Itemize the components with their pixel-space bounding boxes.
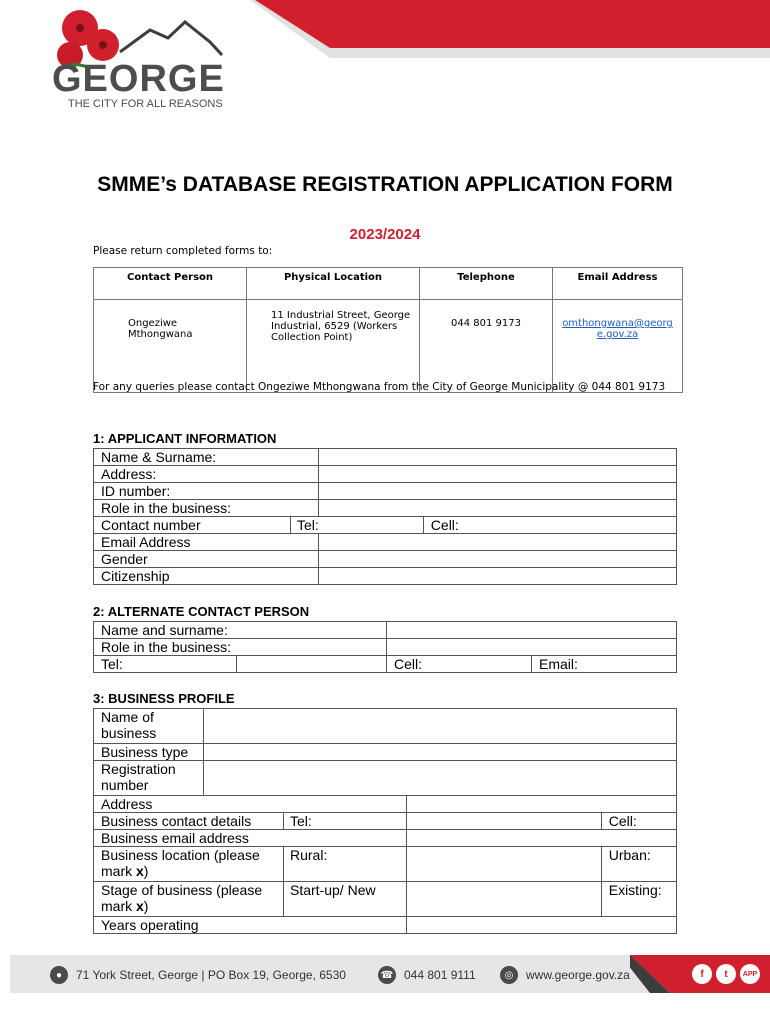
startup-label[interactable]: Start-up/ New: [290, 882, 376, 898]
contact-header-telephone: Telephone: [420, 268, 553, 300]
business-name-label: Name of business: [94, 709, 204, 744]
header-red-band: [255, 0, 770, 48]
alt-name-label: Name and surname:: [94, 622, 387, 639]
applicant-contact-label: [94, 517, 319, 534]
business-name-field[interactable]: [204, 709, 677, 744]
startup-field[interactable]: [406, 882, 601, 917]
business-stage-post: ): [143, 898, 149, 914]
business-stage-pre: Stage of business (please mark: [101, 882, 263, 914]
twitter-icon[interactable]: t: [716, 964, 736, 984]
applicant-role-label: Role in the business:: [94, 500, 319, 517]
business-tel-label[interactable]: Tel:: [290, 813, 312, 829]
footer-web: [500, 966, 630, 984]
business-location-post: ): [143, 863, 149, 879]
urban-label[interactable]: Urban:: [601, 847, 676, 882]
rural-label[interactable]: Rural:: [290, 847, 328, 863]
contact-telephone: 044 801 9173: [420, 300, 553, 393]
facebook-icon[interactable]: f: [692, 964, 712, 984]
years-operating-field[interactable]: [406, 917, 676, 934]
footer-phone-text: 044 801 9111: [404, 968, 476, 982]
registration-number-label: Registration number: [94, 761, 204, 796]
contact-table: [93, 267, 683, 393]
page-header: [0, 0, 770, 130]
globe-icon: ◎: [500, 966, 518, 984]
section3-title: 3: BUSINESS PROFILE: [93, 691, 235, 706]
applicant-contact-text: Contact number: [101, 517, 291, 533]
business-stage-text: [101, 882, 284, 916]
registration-number-field[interactable]: [204, 761, 677, 796]
applicant-address-field[interactable]: [319, 466, 677, 483]
applicant-citizenship-field[interactable]: [319, 568, 677, 585]
section1-title: 1: APPLICANT INFORMATION: [93, 431, 277, 446]
contact-header-email: Email Address: [553, 268, 683, 300]
return-note: Please return completed forms to:: [93, 245, 273, 257]
applicant-role-field[interactable]: [319, 500, 677, 517]
applicant-gender-field[interactable]: [319, 551, 677, 568]
contact-header-location: Physical Location: [247, 268, 420, 300]
footer-web-text[interactable]: www.george.gov.za: [526, 968, 630, 982]
alt-name-field[interactable]: [387, 622, 677, 639]
business-stage-label: [94, 882, 407, 917]
applicant-info-table: [93, 448, 677, 585]
rural-field[interactable]: [406, 847, 601, 882]
contact-location: 11 Industrial Street, George Industrial, 6529 (Workers Collection Point): [247, 300, 420, 393]
business-type-field[interactable]: [204, 744, 677, 761]
applicant-cell-label[interactable]: Cell:: [423, 517, 676, 534]
section2-title: 2: ALTERNATE CONTACT PERSON: [93, 604, 310, 619]
alt-cell-label[interactable]: Cell:: [387, 656, 532, 673]
applicant-email-label: Email Address: [94, 534, 319, 551]
mountain-outline-icon: [120, 22, 222, 55]
business-address-field[interactable]: [406, 796, 676, 813]
contact-table-header: [94, 268, 683, 300]
business-tel-field[interactable]: [406, 813, 601, 830]
alt-email-label[interactable]: Email:: [532, 656, 677, 673]
phone-icon: ☎: [378, 966, 396, 984]
business-email-field[interactable]: [406, 830, 676, 847]
applicant-name-label: Name & Surname:: [94, 449, 319, 466]
business-stage-x: x: [136, 898, 144, 914]
contact-header-person: Contact Person: [94, 268, 247, 300]
business-location-pre: Business location (please mark: [101, 847, 260, 879]
business-location-x: x: [136, 863, 144, 879]
applicant-address-label: Address:: [94, 466, 319, 483]
business-email-label: Business email address: [94, 830, 407, 847]
footer-address-text: 71 York Street, George | PO Box 19, George, 6530: [76, 968, 346, 982]
years-operating-label: Years operating: [94, 917, 407, 934]
footer-phone: [378, 966, 476, 984]
applicant-tel-label[interactable]: Tel:: [297, 517, 319, 533]
page-title: SMME’s DATABASE REGISTRATION APPLICATION FORM: [97, 173, 673, 196]
alt-role-label: Role in the business:: [94, 639, 387, 656]
app-icon[interactable]: APP: [740, 964, 760, 984]
alternate-contact-table: [93, 621, 677, 673]
contact-table-row: [94, 300, 683, 393]
alt-tel-label: Tel:: [94, 656, 237, 673]
business-contact-text: Business contact details: [101, 813, 284, 829]
applicant-id-label: ID number:: [94, 483, 319, 500]
business-location-text: [101, 847, 284, 881]
alt-role-field[interactable]: [387, 639, 677, 656]
applicant-id-field[interactable]: [319, 483, 677, 500]
business-type-label: Business type: [94, 744, 204, 761]
business-location-label: [94, 847, 407, 882]
queries-note: For any queries please contact Ongeziwe Mthongwana from the City of George Municipality @ 044 801 9173: [93, 381, 666, 393]
logo-wordmark: GEORGE: [52, 58, 225, 100]
applicant-tel-field[interactable]: [319, 517, 424, 534]
applicant-gender-label: Gender: [94, 551, 319, 568]
business-cell-label[interactable]: Cell:: [601, 813, 676, 830]
logo-tagline: THE CITY FOR ALL REASONS: [68, 98, 223, 110]
contact-email-link[interactable]: omthongwana@george.gov.za: [562, 318, 673, 340]
form-year: 2023/2024: [349, 226, 421, 243]
business-address-label: Address: [94, 796, 407, 813]
alt-tel-field[interactable]: [237, 656, 387, 673]
applicant-citizenship-label: Citizenship: [94, 568, 319, 585]
existing-label[interactable]: Existing:: [601, 882, 676, 917]
business-contact-label: [94, 813, 407, 830]
location-pin-icon: ●: [50, 966, 68, 984]
contact-person: Ongeziwe Mthongwana: [94, 300, 247, 393]
business-profile-table: [93, 708, 677, 934]
page-footer: [10, 955, 770, 993]
footer-address: [50, 966, 346, 984]
applicant-email-field[interactable]: [319, 534, 677, 551]
applicant-name-field[interactable]: [319, 449, 677, 466]
